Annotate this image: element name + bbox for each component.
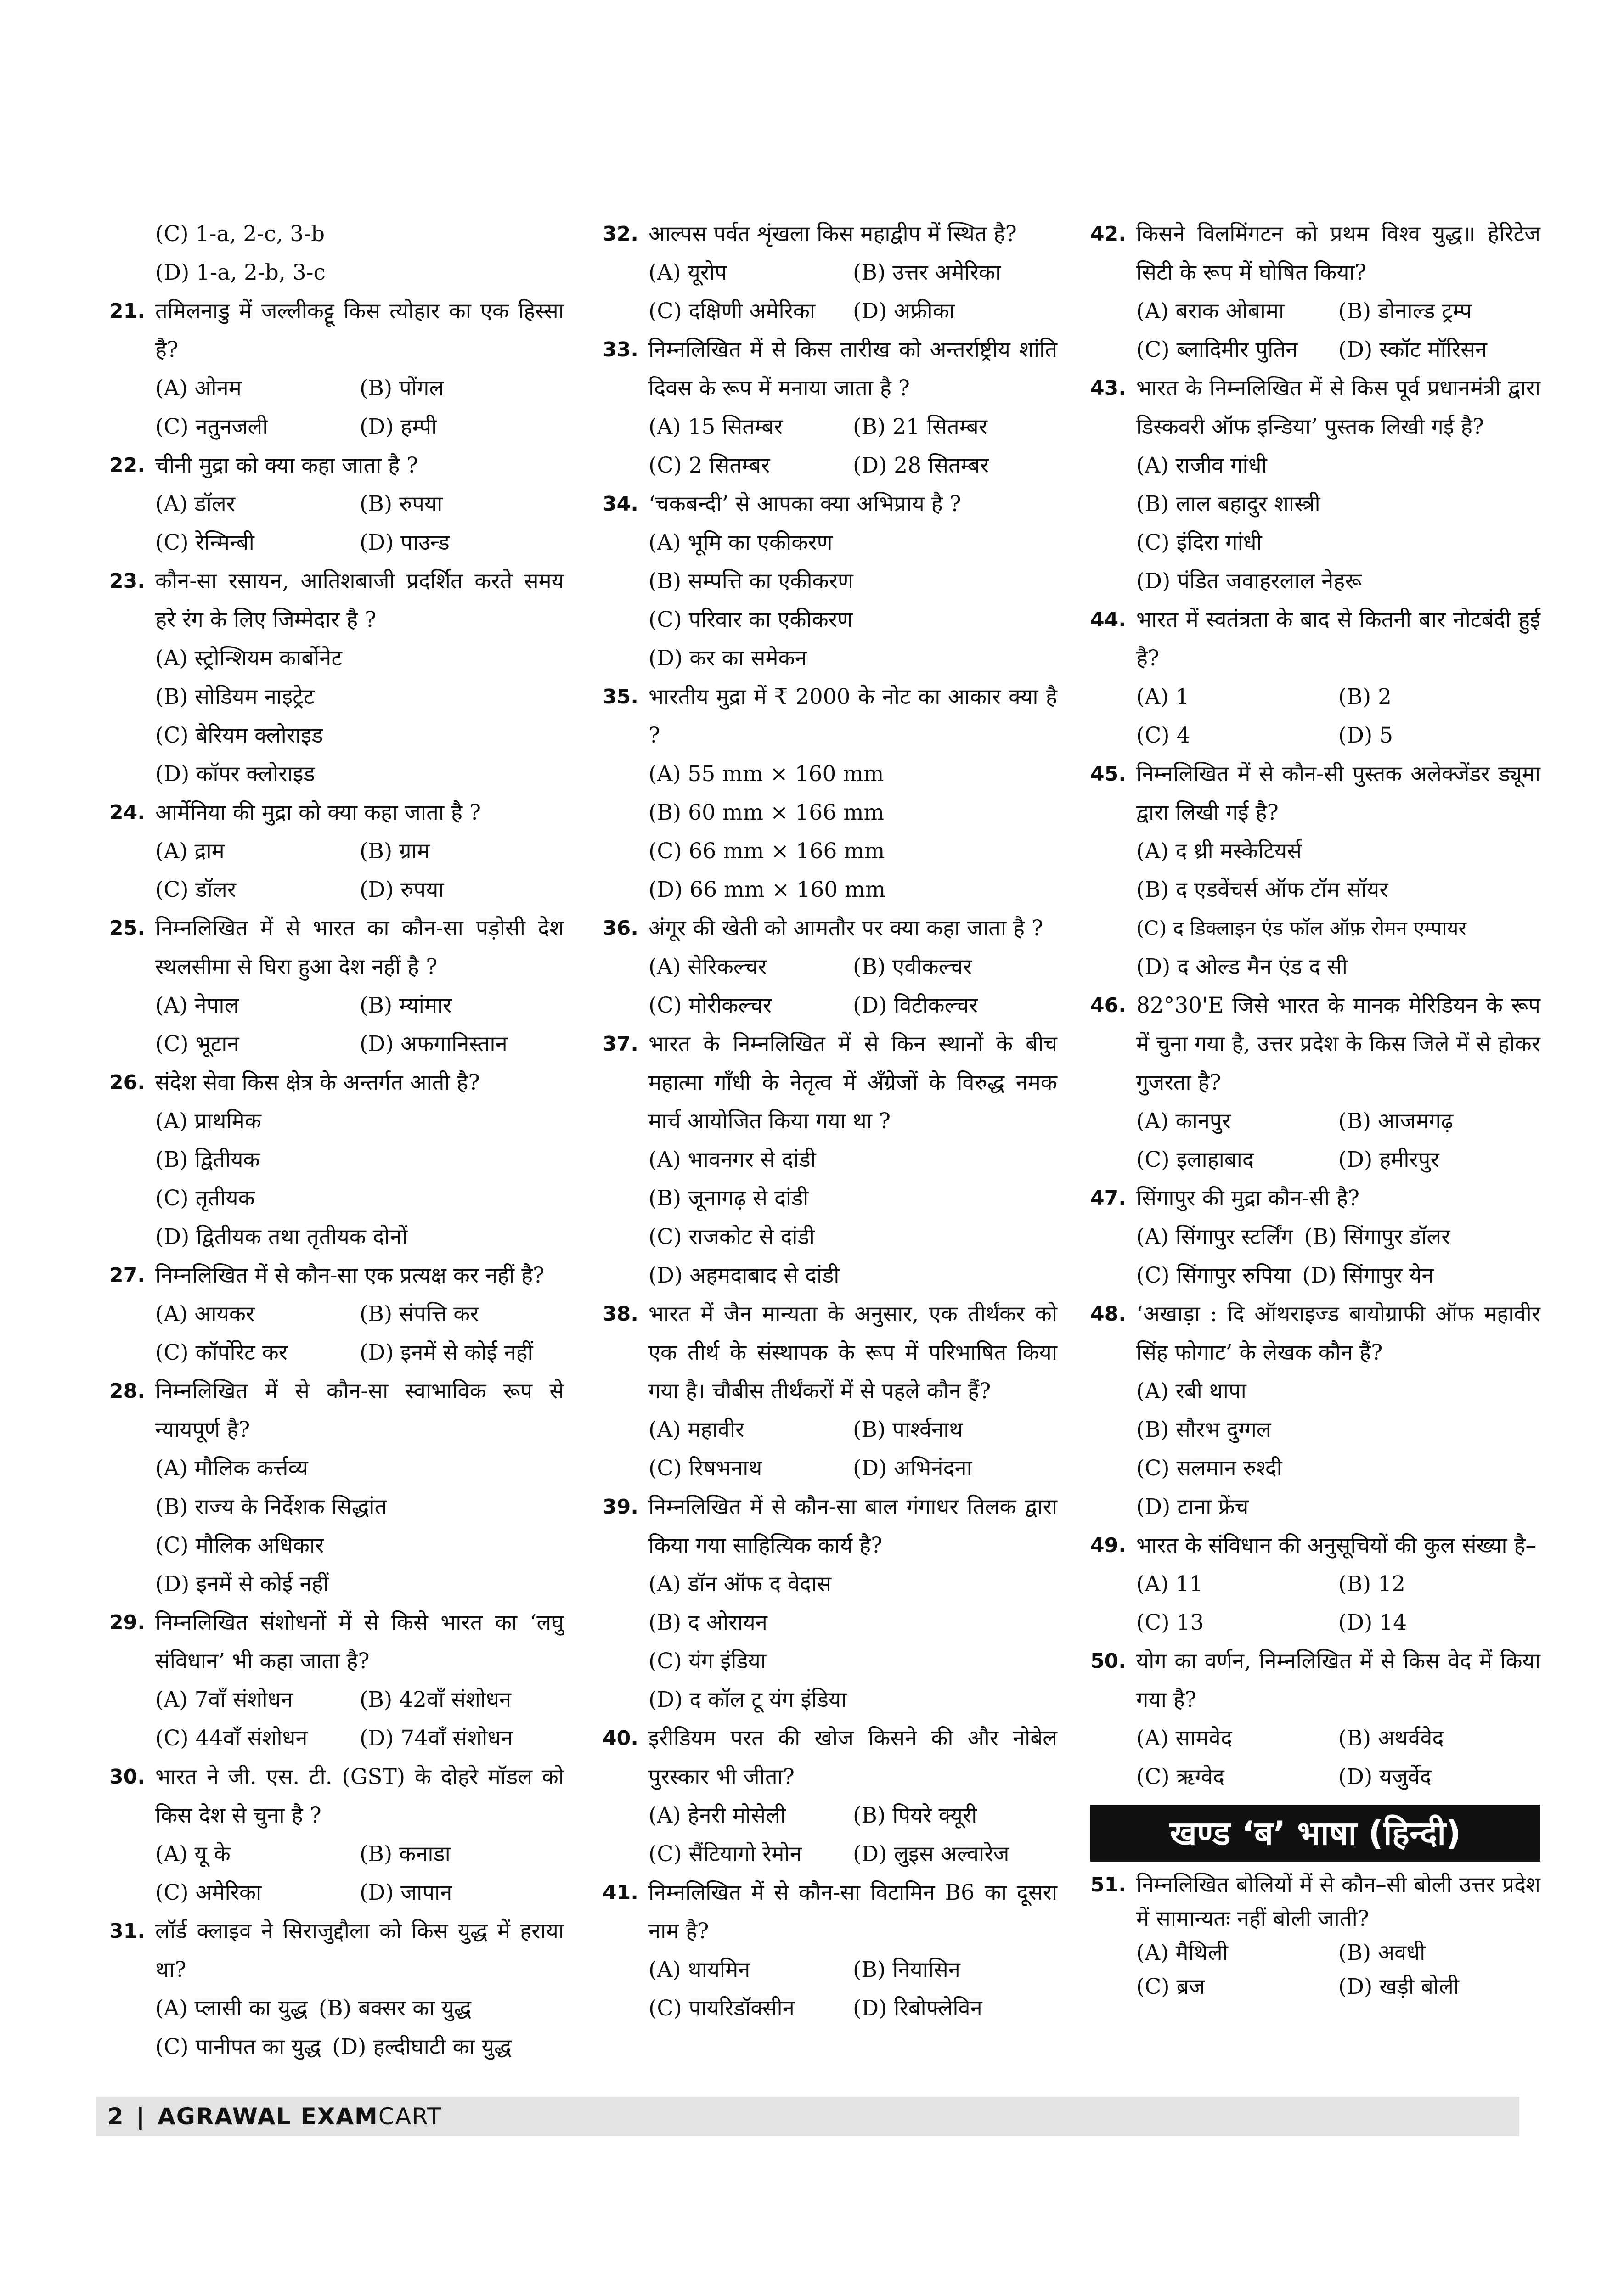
- option-b: (B) रुपया: [360, 491, 443, 517]
- question-number: 27.: [109, 1264, 145, 1287]
- option-c: (C) मोरीकल्चर: [648, 993, 772, 1018]
- option-d: (D) हल्दीघाटी का युद्ध: [332, 2034, 512, 2060]
- question-text: किसने विलमिंगटन को प्रथम विश्व युद्ध॥ हेरिटेज सिटी के रूप में घोषित किया?: [1136, 221, 1540, 285]
- option-d: (D) लुइस अल्वारेज: [853, 1841, 1009, 1867]
- option-a: (A) भूमि का एकीकरण: [648, 530, 833, 555]
- option-b: (B) पोंगल: [360, 376, 444, 401]
- option-b: (B) अथर्ववेद: [1338, 1726, 1444, 1751]
- question-text: निम्नलिखित में से कौन-सी पुस्तक अलेक्जेंडर ड्यूमा द्वारा लिखी गई है?: [1136, 761, 1540, 825]
- question-number: 28.: [109, 1379, 145, 1403]
- option-c: (C) दक्षिणी अमेरिका: [648, 298, 816, 324]
- question-39: [603, 1488, 1057, 1719]
- option-a: (A) कानपुर: [1136, 1109, 1231, 1134]
- option-c: (C) सलमान रुश्दी: [1136, 1456, 1282, 1481]
- footer-separator: |: [136, 2103, 145, 2130]
- option-c: (C) ऋग्वेद: [1136, 1764, 1224, 1790]
- option-d: (D) विटीकल्चर: [853, 993, 978, 1018]
- question-48: [1090, 1295, 1540, 1526]
- option-b: (B) उत्तर अमेरिका: [853, 260, 1001, 285]
- page-footer: [96, 2097, 1519, 2136]
- option-a: (A) 15 सितम्बर: [648, 414, 783, 439]
- option-b: (B) 12: [1338, 1571, 1405, 1597]
- option-d: (D) जापान: [360, 1880, 452, 1905]
- option-b: (B) 21 सितम्बर: [853, 414, 987, 439]
- option-c: (C) बेरियम क्लोराइड: [155, 723, 323, 748]
- option-a: (A) सिंगापुर स्टर्लिंग: [1136, 1224, 1293, 1249]
- option-c: (C) 66 mm × 166 mm: [648, 838, 885, 864]
- question-text: निम्नलिखित में से कौन-सा स्वाभाविक रूप से न्यायपूर्ण है?: [155, 1379, 564, 1442]
- question-number: 50.: [1090, 1649, 1126, 1673]
- question-38: [603, 1295, 1057, 1488]
- question-number: 25.: [109, 917, 145, 940]
- option-b: (B) सिंगापुर डॉलर: [1304, 1224, 1450, 1249]
- option-c: (C) यंग इंडिया: [648, 1649, 767, 1674]
- option-b: (B) बक्सर का युद्ध: [318, 1996, 472, 2021]
- option-a: (A) प्राथमिक: [155, 1109, 261, 1134]
- option-b: (B) लाल बहादुर शास्त्री: [1136, 491, 1320, 517]
- option-c: (C) भूटान: [155, 1031, 239, 1057]
- option-b: (B) संपत्ति कर: [360, 1301, 479, 1327]
- question-number: 48.: [1090, 1302, 1126, 1326]
- question-number: 35.: [603, 685, 638, 709]
- question-number: 29.: [109, 1611, 145, 1634]
- question-number: 22.: [109, 454, 145, 477]
- question-text: योग का वर्णन, निम्नलिखित में से किस वेद में किया गया है?: [1136, 1649, 1540, 1712]
- option: (D) 1-a, 2-b, 3-c: [155, 260, 326, 285]
- question-text: भारत के निम्नलिखित में से किन स्थानों के बीच महात्मा गाँधी के नेतृत्व में अँग्रेजों के विरुद्ध नमक मार्च आयोजित किया गया था ?: [648, 1031, 1057, 1134]
- question-24: [109, 793, 564, 909]
- question-text: संदेश सेवा किस क्षेत्र के अन्तर्गत आती है?: [155, 1070, 480, 1095]
- question-text: अंगूर की खेती को आमतौर पर क्या कहा जाता है ?: [648, 916, 1043, 941]
- question-50: [1090, 1642, 1540, 1796]
- option-b: (B) द्वितीयक: [155, 1147, 260, 1172]
- option-c: (C) नतुनजली: [155, 414, 268, 439]
- question-text: कौन-सा रसायन, आतिशबाजी प्रदर्शित करते समय हरे रंग के लिए जिम्मेदार है ?: [155, 568, 564, 632]
- column-3: [1090, 215, 1540, 2004]
- question-23: [109, 562, 564, 793]
- option-b: (B) नियासिन: [853, 1957, 960, 1982]
- question-text: भारतीय मुद्रा में ₹ 2000 के नोट का आकार क्या है ?: [648, 684, 1057, 748]
- question-25: [109, 909, 564, 1064]
- question-number: 24.: [109, 801, 145, 824]
- question-text: आर्मेनिया की मुद्रा को क्या कहा जाता है ?: [155, 800, 481, 825]
- question-text: निम्नलिखित बोलियों में से कौन–सी बोली उत्तर प्रदेश में सामान्यतः नहीं बोली जाती?: [1136, 1872, 1540, 1931]
- question-number: 30.: [109, 1765, 145, 1789]
- question-text: भारत के संविधान की अनुसूचियों की कुल संख्या है–: [1136, 1533, 1536, 1558]
- option-a: (A) 11: [1136, 1571, 1203, 1597]
- option-c: (C) सैंटियागो रेमोन: [648, 1841, 802, 1867]
- option-b: (B) आजमगढ़: [1338, 1109, 1454, 1134]
- question-32: [603, 215, 1057, 331]
- option-d: (D) 66 mm × 160 mm: [648, 877, 886, 902]
- question-text: निम्नलिखित में से कौन-सा एक प्रत्यक्ष कर नहीं है?: [155, 1263, 545, 1288]
- option-b: (B) द एडवेंचर्स ऑफ टॉम सॉयर: [1136, 877, 1388, 902]
- question-40: [603, 1719, 1057, 1874]
- option-b: (B) अवधी: [1338, 1940, 1426, 1965]
- option-b: (B) सौरभ दुग्गल: [1136, 1417, 1271, 1442]
- question-text: भारत ने जी. एस. टी. (GST) के दोहरे मॉडल को किस देश से चुना है ?: [155, 1764, 564, 1828]
- question-26: [109, 1064, 564, 1256]
- option-d: (D) द्वितीयक तथा तृतीयक दोनों: [155, 1224, 408, 1249]
- question-text: आल्पस पर्वत शृंखला किस महाद्वीप में स्थित है?: [648, 221, 1017, 247]
- option-c: (C) रिषभनाथ: [648, 1456, 762, 1481]
- option-a: (A) 55 mm × 160 mm: [648, 761, 884, 787]
- carryover-options: [109, 215, 564, 292]
- option-c: (C) सिंगापुर रुपिया: [1136, 1263, 1291, 1288]
- option-d: (D) 28 सितम्बर: [853, 453, 989, 478]
- option-d: (D) 5: [1338, 723, 1393, 748]
- option-a: (A) हेनरी मोसेली: [648, 1803, 786, 1828]
- question-number: 36.: [603, 917, 638, 940]
- option-a: (A) महावीर: [648, 1417, 744, 1442]
- option-c: (C) तृतीयक: [155, 1186, 255, 1211]
- question-number: 49.: [1090, 1534, 1126, 1557]
- option-d: (D) हम्पी: [360, 414, 437, 439]
- option-c: (C) 4: [1136, 723, 1190, 748]
- option-c: (C) इलाहाबाद: [1136, 1147, 1254, 1172]
- column-2: [603, 215, 1057, 2028]
- option-d: (D) सिंगापुर येन: [1302, 1263, 1434, 1288]
- option-d: (D) पाउन्ड: [360, 530, 450, 555]
- option-b: (B) सोडियम नाइट्रेट: [155, 684, 315, 709]
- option-c: (C) 44वाँ संशोधन: [155, 1726, 308, 1751]
- question-number: 23.: [109, 569, 145, 593]
- question-number: 40.: [603, 1727, 638, 1750]
- question-43: [1090, 369, 1540, 601]
- option-d: (D) पंडित जवाहरलाल नेहरू: [1136, 568, 1362, 594]
- option-c: (C) कॉर्पोरेट कर: [155, 1340, 288, 1365]
- option-a: (A) थायमिन: [648, 1957, 750, 1982]
- question-text: ‘चकबन्दी’ से आपका क्या अभिप्राय है ?: [648, 491, 961, 517]
- option: (C) 1-a, 2-c, 3-b: [155, 221, 325, 247]
- question-47: [1090, 1179, 1540, 1295]
- option-c: (C) द डिक्लाइन एंड फॉल ऑफ़ रोमन एम्पायर: [1136, 917, 1467, 940]
- question-text: ‘अखाड़ा : दि ऑथराइज्ड बायोग्राफी ऑफ महावीर सिंह फोगाट’ के लेखक कौन हैं?: [1136, 1301, 1540, 1365]
- option-a: (A) डॉन ऑफ द वेदास: [648, 1571, 832, 1597]
- option-a: (A) सामवेद: [1136, 1726, 1232, 1751]
- question-text: भारत में जैन मान्यता के अनुसार, एक तीर्थंकर को एक तीर्थ के संस्थापक के रूप में परिभाषित किया गया है। चौबीस तीर्थंकरों में से पहले कौन हैं?: [648, 1301, 1057, 1404]
- option-b: (B) 2: [1338, 684, 1392, 709]
- option-a: (A) मैथिली: [1136, 1940, 1228, 1965]
- question-text: लॉर्ड क्लाइव ने सिराजुद्दौला को किस युद्ध में हराया था?: [155, 1919, 564, 1982]
- question-27: [109, 1256, 564, 1372]
- question-22: [109, 446, 564, 562]
- question-21: [109, 292, 564, 446]
- question-text: इरीडियम परत की खोज किसने की और नोबेल पुरस्कार भी जीता?: [648, 1726, 1057, 1790]
- option-b: (B) पार्श्वनाथ: [853, 1417, 963, 1442]
- option-c: (C) इंदिरा गांधी: [1136, 530, 1262, 555]
- question-35: [603, 678, 1057, 909]
- question-28: [109, 1372, 564, 1604]
- option-d: (D) हमीरपुर: [1338, 1147, 1439, 1172]
- option-a: (A) राजीव गांधी: [1136, 453, 1267, 478]
- question-33: [603, 331, 1057, 485]
- option-c: (C) डॉलर: [155, 877, 236, 902]
- question-number: 37.: [603, 1032, 638, 1056]
- question-text: भारत के निम्नलिखित में से किस पूर्व प्रधानमंत्री द्वारा डिस्कवरी ऑफ इन्डिया’ पुस्तक लिखी गई है?: [1136, 376, 1540, 439]
- option-a: (A) 7वाँ संशोधन: [155, 1687, 293, 1712]
- option-a: (A) स्ट्रोन्शियम कार्बोनेट: [155, 646, 343, 671]
- option-d: (D) 14: [1338, 1610, 1407, 1635]
- question-number: 31.: [109, 1919, 145, 1943]
- option-a: (A) भावनगर से दांडी: [648, 1147, 816, 1172]
- question-text: भारत में स्वतंत्रता के बाद से कितनी बार नोटबंदी हुई है?: [1136, 607, 1540, 671]
- option-d: (D) रुपया: [360, 877, 444, 902]
- option-a: (A) प्लासी का युद्ध: [155, 1996, 308, 2021]
- question-45: [1090, 755, 1540, 986]
- question-text: चीनी मुद्रा को क्या कहा जाता है ?: [155, 453, 418, 478]
- question-number: 45.: [1090, 762, 1126, 786]
- option-d: (D) यजुर्वेद: [1338, 1764, 1432, 1790]
- option-b: (B) 60 mm × 166 mm: [648, 800, 885, 825]
- question-number: 21.: [109, 299, 145, 323]
- option-b: (B) एवीकल्चर: [853, 954, 972, 979]
- question-number: 42.: [1090, 222, 1126, 246]
- option-c: (C) 13: [1136, 1610, 1204, 1635]
- question-text: निम्नलिखित में से भारत का कौन-सा पड़ोसी देश स्थलसीमा से घिरा हुआ देश नहीं है ?: [155, 916, 564, 979]
- option-a: (A) डॉलर: [155, 491, 235, 517]
- question-text: तमिलनाडु में जल्लीकट्टू किस त्योहार का एक हिस्सा है?: [155, 298, 564, 362]
- option-d: (D) इनमें से कोई नहीं: [155, 1571, 329, 1597]
- option-d: (D) रिबोफ्लेविन: [853, 1996, 982, 2021]
- question-42: [1090, 215, 1540, 369]
- question-text: 82°30'E जिसे भारत के मानक मेरिडियन के रूप में चुना गया है, उत्तर प्रदेश के किस जिले में से होकर गुजरता है?: [1136, 993, 1540, 1095]
- question-number: 26.: [109, 1071, 145, 1094]
- option-a: (A) 1: [1136, 684, 1190, 709]
- option-b: (B) जूनागढ़ से दांडी: [648, 1186, 809, 1211]
- option-b: (B) पियरे क्यूरी: [853, 1803, 977, 1828]
- question-number: 41.: [603, 1881, 638, 1904]
- question-44: [1090, 601, 1540, 755]
- option-a: (A) मौलिक कर्त्तव्य: [155, 1456, 308, 1481]
- option-c: (C) रेन्मिन्बी: [155, 530, 254, 555]
- question-number: 46.: [1090, 994, 1126, 1017]
- option-b: (B) राज्य के निर्देशक सिद्धांत: [155, 1494, 387, 1519]
- page-number: 2: [107, 2103, 124, 2130]
- question-number: 32.: [603, 222, 638, 246]
- question-46: [1090, 986, 1540, 1179]
- option-b: (B) कनाडा: [360, 1841, 451, 1867]
- option-c: (C) मौलिक अधिकार: [155, 1533, 324, 1558]
- brand-name-bold: AGRAWAL EXAM: [158, 2103, 378, 2130]
- question-34: [603, 485, 1057, 678]
- option-c: (C) राजकोट से दांडी: [648, 1224, 815, 1249]
- option-a: (A) बराक ओबामा: [1136, 298, 1285, 324]
- option-b: (B) म्यांमार: [360, 993, 452, 1018]
- option-d: (D) अफगानिस्तान: [360, 1031, 508, 1057]
- column-1: [109, 215, 564, 2066]
- question-text: निम्नलिखित में से किस तारीख को अन्तर्राष्ट्रीय शांति दिवस के रूप में मनाया जाता है ?: [648, 337, 1057, 401]
- option-a: (A) ओनम: [155, 376, 242, 401]
- option-a: (A) यूरोप: [648, 260, 727, 285]
- question-text: निम्नलिखित संशोधनों में से किसे भारत का ‘लघु संविधान’ भी कहा जाता है?: [155, 1610, 564, 1674]
- option-d: (D) अभिनंदना: [853, 1456, 972, 1481]
- option-d: (D) द कॉल टू यंग इंडिया: [648, 1687, 847, 1712]
- option-d: (D) खड़ी बोली: [1338, 1974, 1460, 1999]
- brand-name-light: CART: [378, 2103, 442, 2130]
- question-number: 47.: [1090, 1187, 1126, 1210]
- option-b: (B) डोनाल्ड ट्रम्प: [1338, 298, 1472, 324]
- option-d: (D) 74वाँ संशोधन: [360, 1726, 513, 1751]
- option-b: (B) द ओरायन: [648, 1610, 767, 1635]
- question-number: 33.: [603, 338, 638, 361]
- question-30: [109, 1758, 564, 1912]
- option-d: (D) अफ्रीका: [853, 298, 955, 324]
- option-d: (D) इनमें से कोई नहीं: [360, 1340, 533, 1365]
- question-29: [109, 1604, 564, 1758]
- question-51: [1090, 1868, 1540, 2004]
- question-number: 51.: [1090, 1873, 1126, 1896]
- option-a: (A) द थ्री मस्केटियर्स: [1136, 838, 1302, 864]
- question-number: 34.: [603, 492, 638, 516]
- option-c: (C) ब्रज: [1136, 1974, 1205, 1999]
- option-b: (B) सम्पत्ति का एकीकरण: [648, 568, 853, 594]
- question-text: निम्नलिखित में से कौन-सा बाल गंगाधर तिलक द्वारा किया गया साहित्यिक कार्य है?: [648, 1494, 1057, 1558]
- option-d: (D) द ओल्ड मैन एंड द सी: [1136, 954, 1348, 979]
- option-d: (D) कर का समेकन: [648, 646, 807, 671]
- option-a: (A) रबी थापा: [1136, 1379, 1246, 1404]
- question-36: [603, 909, 1057, 1025]
- question-number: 39.: [603, 1495, 638, 1519]
- question-number: 44.: [1090, 608, 1126, 631]
- question-text: निम्नलिखित में से कौन-सा विटामिन B6 का दूसरा नाम है?: [648, 1880, 1057, 1944]
- option-a: (A) द्राम: [155, 838, 225, 864]
- section-banner: खण्ड ‘ब’ भाषा (हिन्दी): [1090, 1805, 1540, 1862]
- option-a: (A) यू के: [155, 1841, 231, 1867]
- option-c: (C) पायरिडॉक्सीन: [648, 1996, 795, 2021]
- option-d: (D) कॉपर क्लोराइड: [155, 761, 315, 787]
- option-c: (C) परिवार का एकीकरण: [648, 607, 853, 632]
- option-b: (B) 42वाँ संशोधन: [360, 1687, 512, 1712]
- option-b: (B) ग्राम: [360, 838, 430, 864]
- question-37: [603, 1025, 1057, 1295]
- option-a: (A) आयकर: [155, 1301, 255, 1327]
- question-41: [603, 1874, 1057, 2028]
- option-d: (D) अहमदाबाद से दांडी: [648, 1263, 840, 1288]
- question-number: 43.: [1090, 377, 1126, 400]
- option-c: (C) पानीपत का युद्ध: [155, 2034, 321, 2060]
- option-d: (D) स्कॉट मॉरिसन: [1338, 337, 1488, 362]
- option-d: (D) टाना फ्रेंच: [1136, 1494, 1249, 1519]
- option-c: (C) ब्लादिमीर पुतिन: [1136, 337, 1298, 362]
- option-c: (C) अमेरिका: [155, 1880, 262, 1905]
- option-a: (A) सेरिकल्चर: [648, 954, 767, 979]
- question-text: सिंगापुर की मुद्रा कौन-सी है?: [1136, 1186, 1360, 1211]
- option-c: (C) 2 सितम्बर: [648, 453, 770, 478]
- option-a: (A) नेपाल: [155, 993, 239, 1018]
- question-49: [1090, 1526, 1540, 1642]
- question-31: [109, 1912, 564, 2066]
- question-number: 38.: [603, 1302, 638, 1326]
